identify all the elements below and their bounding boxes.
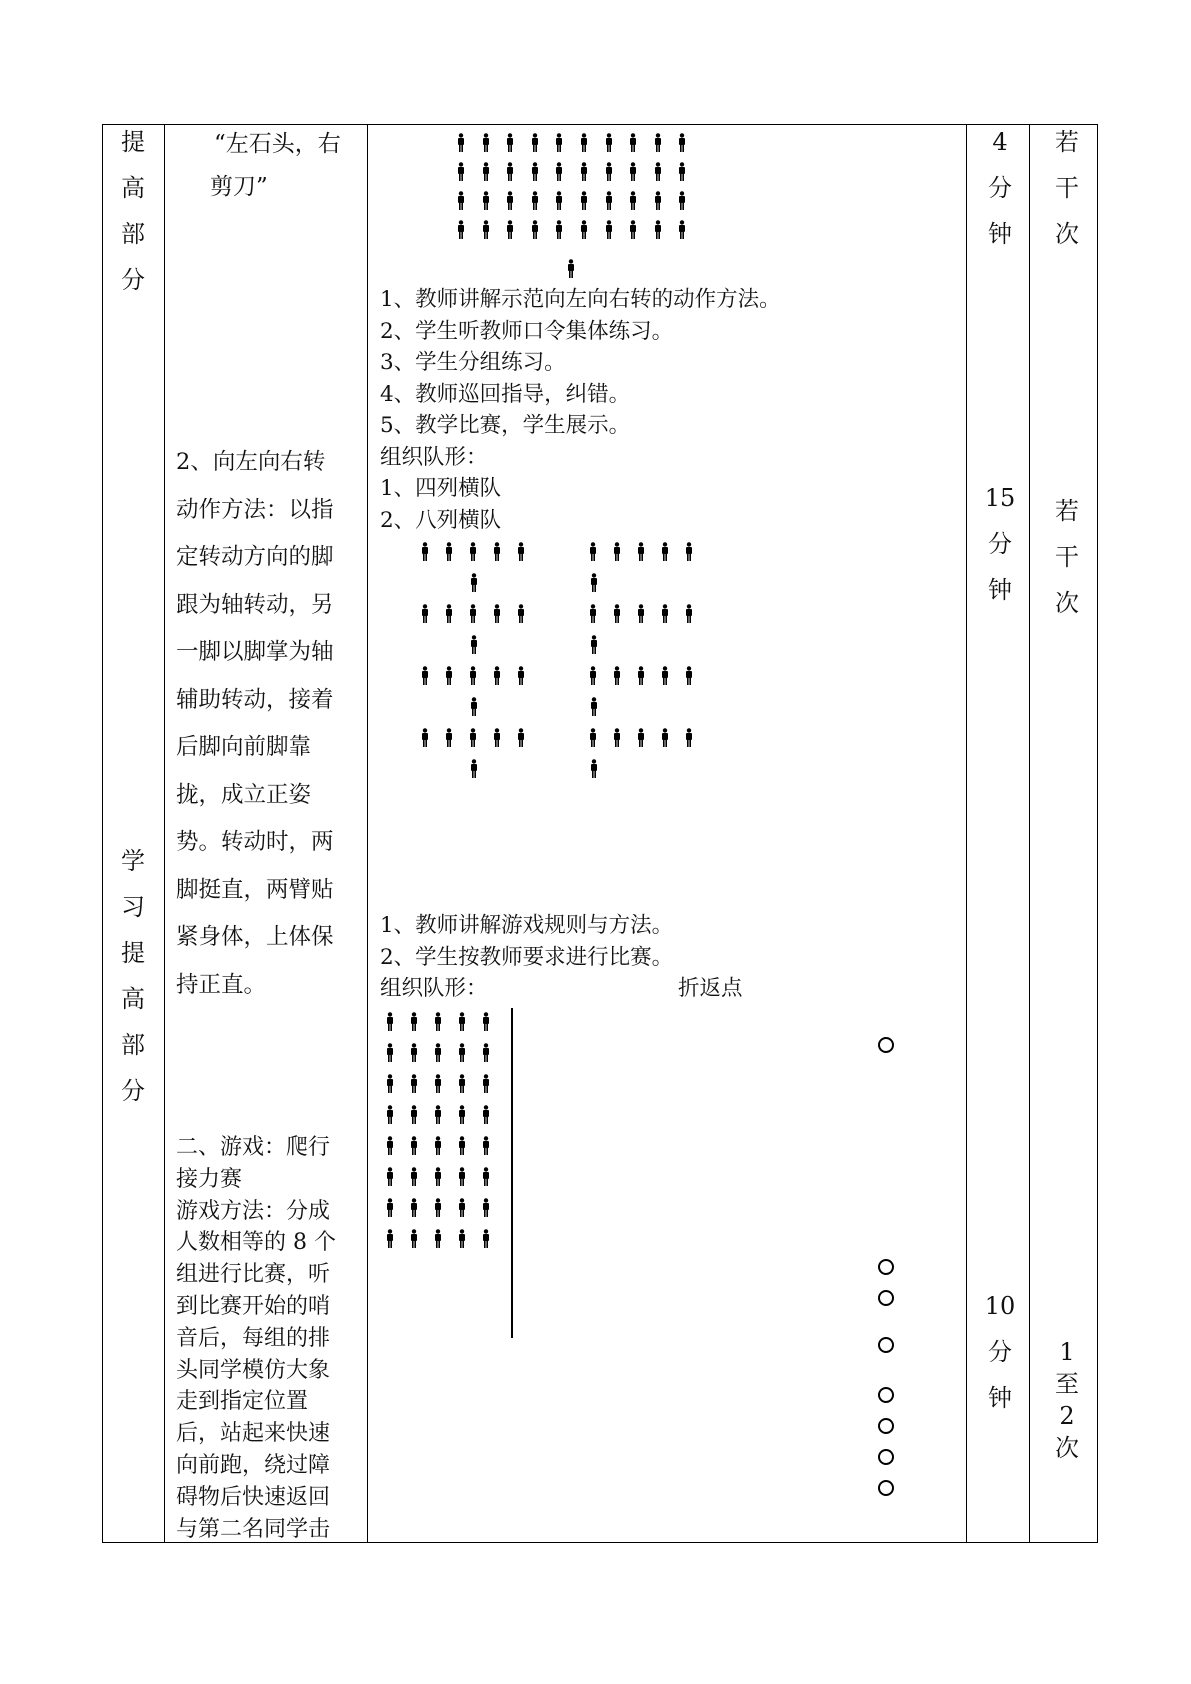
content-line: 向前跑，绕过障 (176, 1452, 331, 1478)
student-figure (468, 542, 478, 564)
student-figure (554, 191, 564, 213)
step-item: 2、学生按教师要求进行比赛。 (380, 944, 674, 970)
category-char: 部 (121, 1031, 145, 1059)
content-line: 接力赛 (176, 1166, 243, 1192)
student-figure (457, 1167, 467, 1189)
obstacle-marker (878, 1449, 894, 1465)
obstacle-marker (878, 1418, 894, 1434)
formation-item: 2、八列横队 (380, 507, 502, 533)
leader-figure (469, 757, 479, 779)
start-line (511, 1008, 513, 1338)
category-char: 高 (121, 174, 145, 202)
student-figure (457, 1105, 467, 1127)
obstacle-marker (878, 1480, 894, 1496)
student-figure (684, 666, 694, 688)
category-char: 提 (121, 128, 145, 156)
content-line: 2、向左向右转 (176, 449, 326, 475)
content-line: 定转动方向的脚 (176, 544, 334, 570)
student-figure (588, 666, 598, 688)
leader-figure (469, 571, 479, 593)
student-figure (677, 220, 687, 242)
student-figure (579, 220, 589, 242)
time-char: 分 (988, 530, 1012, 558)
student-figure (612, 666, 622, 688)
count-char: 干 (1055, 543, 1079, 571)
student-figure (444, 666, 454, 688)
time-15-min (980, 475, 1020, 613)
student-figure (653, 162, 663, 184)
content-line: 持正直。 (176, 971, 267, 998)
count-1-to-2-times (1047, 1336, 1087, 1464)
leader-figure (589, 757, 599, 779)
column-divider (966, 125, 967, 1542)
student-figure (481, 1043, 491, 1065)
content-line: 一脚以脚掌为轴 (176, 639, 334, 665)
content-line: 势。转动时，两 (176, 829, 334, 855)
content-line: 人数相等的 8 个 (176, 1230, 336, 1256)
content-line: 音后，每组的排 (176, 1325, 331, 1351)
student-figure (636, 666, 646, 688)
section3-steps (380, 910, 673, 1005)
category-label-improve (113, 119, 153, 303)
student-figure (409, 1043, 419, 1065)
turning-method-text (176, 439, 334, 1009)
student-figure (456, 162, 466, 184)
student-figure (530, 220, 540, 242)
content-line: 后，站起来快速 (176, 1421, 331, 1447)
student-figure (612, 542, 622, 564)
content-line: 头同学模仿大象 (176, 1357, 331, 1383)
student-figure (660, 666, 670, 688)
turnaround-point-label: 折返点 (678, 976, 743, 1001)
student-figure (444, 728, 454, 750)
student-figure (481, 1229, 491, 1251)
student-figure (492, 542, 502, 564)
student-figure (457, 1074, 467, 1096)
student-figure (505, 162, 515, 184)
content-line: “左石头，右 (214, 131, 341, 157)
obstacle-marker (878, 1387, 894, 1403)
column-divider (1029, 125, 1030, 1542)
count-char: 若 (1055, 497, 1079, 525)
student-figure (481, 1167, 491, 1189)
student-figure (420, 728, 430, 750)
count-char: 次 (1055, 1434, 1079, 1462)
student-figure (456, 191, 466, 213)
teacher-figure (566, 257, 576, 279)
category-char: 分 (121, 266, 145, 294)
student-figure (684, 542, 694, 564)
game-method-text (176, 1132, 336, 1545)
student-figure (468, 604, 478, 626)
student-figure (385, 1074, 395, 1096)
student-figure (492, 728, 502, 750)
student-figure (653, 133, 663, 155)
content-line: 脚挺直，两臂贴 (176, 876, 334, 903)
formation-title: 组织队形： (380, 976, 488, 1001)
student-figure (385, 1167, 395, 1189)
time-char: 10 (984, 1292, 1016, 1320)
student-figure (433, 1074, 443, 1096)
count-char: 次 (1055, 589, 1079, 617)
student-figure (628, 133, 638, 155)
leader-figure (469, 695, 479, 717)
student-figure (505, 191, 515, 213)
student-figure (684, 728, 694, 750)
student-figure (481, 133, 491, 155)
student-figure (653, 191, 663, 213)
content-line: 剪刀” (210, 174, 268, 200)
student-figure (516, 666, 526, 688)
student-figure (604, 191, 614, 213)
student-figure (554, 220, 564, 242)
student-figure (457, 1198, 467, 1220)
obstacle-marker (878, 1037, 894, 1053)
obstacle-marker (878, 1337, 894, 1353)
category-char: 高 (121, 985, 145, 1013)
content-line: 后脚向前脚靠 (176, 734, 312, 760)
student-figure (604, 220, 614, 242)
student-figure (433, 1198, 443, 1220)
student-figure (660, 604, 670, 626)
time-10-min (980, 1283, 1020, 1421)
student-figure (554, 133, 564, 155)
time-char: 15 (984, 484, 1016, 512)
student-figure (628, 162, 638, 184)
content-line: 碍物后快速返回 (176, 1484, 331, 1510)
student-figure (579, 133, 589, 155)
student-figure (612, 604, 622, 626)
time-4-min (980, 119, 1020, 257)
student-figure (433, 1012, 443, 1034)
student-figure (457, 1043, 467, 1065)
obstacle-marker (878, 1290, 894, 1306)
student-figure (457, 1229, 467, 1251)
step-item: 2、学生听教师口令集体练习。 (380, 318, 674, 344)
student-figure (505, 220, 515, 242)
student-figure (409, 1105, 419, 1127)
content-line: 二、游戏：爬行 (176, 1135, 331, 1160)
student-figure (677, 133, 687, 155)
student-figure (385, 1043, 395, 1065)
content-line: 与第二名同学击 (176, 1516, 331, 1542)
formation-title: 组织队形： (380, 444, 488, 470)
student-figure (612, 728, 622, 750)
student-figure (530, 191, 540, 213)
student-figure (444, 604, 454, 626)
count-char: 2 (1059, 1402, 1075, 1430)
column-divider (164, 125, 165, 1542)
student-figure (677, 162, 687, 184)
student-figure (433, 1167, 443, 1189)
obstacle-marker (878, 1259, 894, 1275)
student-figure (636, 542, 646, 564)
leader-figure (469, 633, 479, 655)
leader-figure (589, 633, 599, 655)
column-divider (367, 125, 368, 1542)
student-figure (516, 542, 526, 564)
student-figure (385, 1105, 395, 1127)
student-figure (409, 1229, 419, 1251)
category-char: 部 (121, 220, 145, 248)
section1-steps (380, 284, 781, 536)
category-char: 学 (121, 847, 145, 875)
student-figure (660, 728, 670, 750)
count-char: 若 (1055, 128, 1079, 156)
step-item: 5、教学比赛，学生展示。 (380, 413, 631, 438)
student-figure (481, 1012, 491, 1034)
content-line: 动作方法：以指 (176, 496, 334, 523)
count-several-times (1047, 488, 1087, 626)
category-char: 分 (121, 1077, 145, 1105)
content-line: 组进行比赛，听 (176, 1262, 331, 1288)
student-figure (588, 728, 598, 750)
student-figure (604, 162, 614, 184)
time-char: 钟 (988, 1384, 1012, 1412)
student-figure (579, 162, 589, 184)
student-figure (433, 1229, 443, 1251)
student-figure (505, 133, 515, 155)
student-figure (385, 1012, 395, 1034)
student-figure (433, 1105, 443, 1127)
student-figure (677, 191, 687, 213)
student-figure (420, 542, 430, 564)
student-figure (660, 542, 670, 564)
student-figure (481, 220, 491, 242)
step-item: 1、教师讲解游戏规则与方法。 (380, 913, 674, 938)
student-figure (433, 1043, 443, 1065)
student-figure (554, 162, 564, 184)
student-figure (653, 220, 663, 242)
student-figure (433, 1136, 443, 1158)
student-figure (420, 666, 430, 688)
category-label-learn-improve (113, 838, 153, 1114)
student-figure (456, 133, 466, 155)
step-item: 3、学生分组练习。 (380, 350, 566, 375)
count-char: 次 (1055, 220, 1079, 248)
student-figure (530, 133, 540, 155)
time-char: 分 (988, 174, 1012, 202)
student-figure (456, 220, 466, 242)
student-figure (481, 1198, 491, 1220)
student-figure (444, 542, 454, 564)
student-figure (409, 1167, 419, 1189)
student-figure (636, 728, 646, 750)
student-figure (481, 191, 491, 213)
student-figure (409, 1074, 419, 1096)
student-figure (481, 162, 491, 184)
count-char: 1 (1059, 1338, 1075, 1366)
content-line: 辅助转动，接着 (176, 686, 334, 713)
student-figure (628, 191, 638, 213)
student-figure (628, 220, 638, 242)
student-figure (588, 542, 598, 564)
formation-item: 1、四列横队 (380, 476, 502, 501)
student-figure (516, 604, 526, 626)
student-figure (481, 1105, 491, 1127)
student-figure (409, 1012, 419, 1034)
leader-figure (589, 571, 599, 593)
count-several-times (1047, 119, 1087, 257)
step-item: 1、教师讲解示范向左向右转的动作方法。 (380, 287, 781, 312)
student-figure (409, 1198, 419, 1220)
student-figure (468, 666, 478, 688)
student-figure (588, 604, 598, 626)
student-figure (516, 728, 526, 750)
student-figure (684, 604, 694, 626)
count-char: 干 (1055, 174, 1079, 202)
student-figure (457, 1136, 467, 1158)
student-figure (530, 162, 540, 184)
time-char: 钟 (988, 576, 1012, 604)
time-char: 分 (988, 1338, 1012, 1366)
content-line: 拢，成立正姿 (176, 781, 312, 808)
student-figure (468, 728, 478, 750)
student-figure (492, 666, 502, 688)
student-figure (420, 604, 430, 626)
student-figure (492, 604, 502, 626)
student-figure (385, 1136, 395, 1158)
content-line: 紧身体，上体保 (176, 924, 334, 950)
content-line: 走到指定位置 (176, 1389, 309, 1415)
student-figure (604, 133, 614, 155)
student-figure (579, 191, 589, 213)
category-char: 提 (121, 939, 145, 967)
time-char: 4 (992, 128, 1008, 156)
time-char: 钟 (988, 220, 1012, 248)
student-figure (636, 604, 646, 626)
step-item: 4、教师巡回指导，纠错。 (380, 381, 631, 407)
content-line: 到比赛开始的哨 (176, 1293, 331, 1319)
student-figure (457, 1012, 467, 1034)
content-line: 游戏方法：分成 (176, 1198, 331, 1224)
leader-figure (589, 695, 599, 717)
student-figure (385, 1198, 395, 1220)
student-figure (409, 1136, 419, 1158)
student-figure (385, 1229, 395, 1251)
category-char: 习 (121, 893, 145, 921)
student-figure (481, 1136, 491, 1158)
count-char: 至 (1055, 1370, 1079, 1398)
content-line: 跟为轴转动，另 (176, 591, 334, 618)
student-figure (481, 1074, 491, 1096)
